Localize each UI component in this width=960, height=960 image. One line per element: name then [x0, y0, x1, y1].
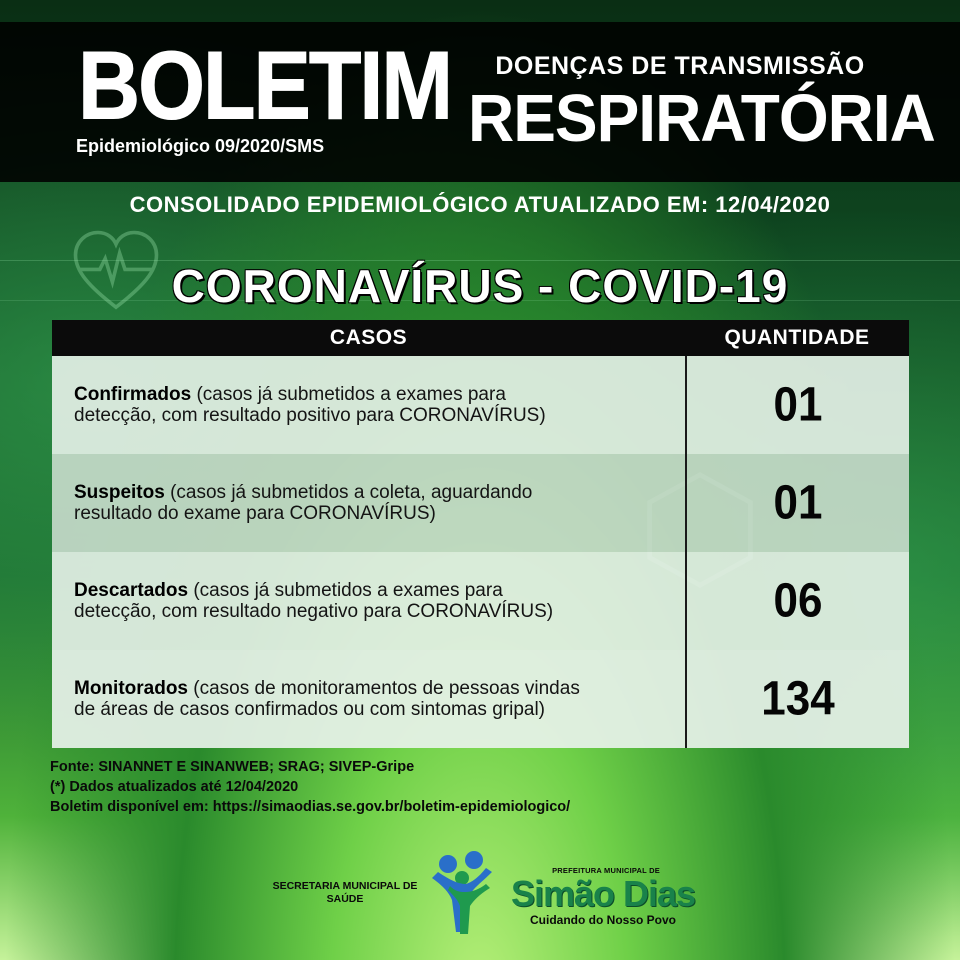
column-header-quantidade: QUANTIDADE	[724, 326, 870, 349]
row-desc-line1: (casos de monitoramentos de pessoas vindas	[188, 678, 580, 699]
bulletin-url-line: Boletim disponível em: https://simaodias.se.gov.br/boletim-epidemiologico/	[50, 799, 571, 815]
row-desc-line1: (casos já submetidos a exames para	[191, 384, 506, 405]
row-description	[74, 356, 684, 454]
table-row-suspeitos	[52, 454, 909, 552]
table-row-monitorados	[52, 650, 909, 748]
table-row-descartados	[52, 552, 909, 650]
secretaria-line1: SECRETARIA MUNICIPAL DE	[272, 880, 418, 892]
row-quantity	[685, 356, 909, 454]
row-quantity	[685, 650, 909, 748]
quantity-value: 01	[773, 475, 823, 530]
row-desc-line2: de áreas de casos confirmados ou com sintomas gripal)	[74, 699, 546, 720]
row-desc-line2: detecção, com resultado negativo para CORONAVÍRUS)	[74, 601, 554, 622]
row-description	[74, 454, 684, 552]
row-description	[74, 650, 684, 748]
row-desc-line2: resultado do exame para CORONAVÍRUS)	[74, 503, 436, 524]
covid-title: CORONAVÍRUS - COVID-19	[171, 260, 789, 312]
prefeitura-label: PREFEITURA MUNICIPAL DE	[552, 866, 660, 875]
secretaria-label	[255, 880, 435, 906]
boletim-subtitle: Epidemiológico 09/2020/SMS	[76, 136, 325, 156]
row-quantity	[685, 552, 909, 650]
row-label: Descartados	[74, 580, 189, 601]
disease-title-line1: DOENÇAS DE TRANSMISSÃO	[495, 52, 865, 80]
row-label: Monitorados	[74, 678, 188, 699]
disease-title-line2: RESPIRATÓRIA	[468, 80, 935, 156]
boletim-title: BOLETIM	[78, 32, 451, 140]
city-logo-name: Simão Dias	[510, 873, 696, 914]
column-header-casos: CASOS	[329, 326, 408, 349]
row-label: Suspeitos	[74, 482, 165, 503]
cases-table	[52, 320, 909, 748]
table-row-confirmados	[52, 356, 909, 454]
city-slogan: Cuidando do Nosso Povo	[530, 913, 676, 927]
row-label: Confirmados	[74, 384, 192, 405]
row-desc-line2: detecção, com resultado positivo para CORONAVÍRUS)	[74, 405, 546, 426]
secretaria-line2: SAÚDE	[326, 893, 364, 905]
row-quantity	[685, 454, 909, 552]
data-update-note: (*) Dados atualizados até 12/04/2020	[50, 779, 299, 795]
row-desc-line1: (casos já submetidos a coleta, aguardando	[164, 482, 533, 503]
row-description	[74, 552, 684, 650]
source-line: Fonte: SINANNET E SINANWEB; SRAG; SIVEP-Gripe	[50, 759, 415, 775]
quantity-value: 01	[773, 377, 823, 432]
quantity-value: 134	[761, 671, 835, 726]
update-date-heading: CONSOLIDADO EPIDEMIOLÓGICO ATUALIZADO EM: 12/04/2020	[129, 192, 831, 217]
sources-block	[50, 757, 690, 817]
row-desc-line1: (casos já submetidos a exames para	[188, 580, 503, 601]
quantity-value: 06	[773, 573, 823, 628]
